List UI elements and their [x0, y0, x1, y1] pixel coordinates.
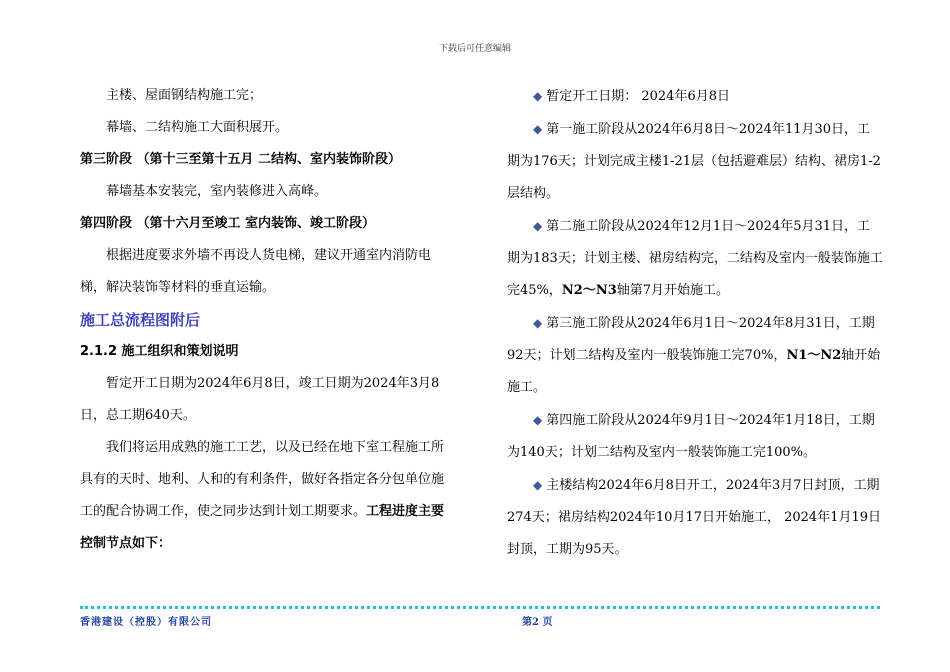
paragraph: 幕墙基本安装完，室内装修进入高峰。 [106, 184, 328, 199]
left-column [80, 80, 456, 560]
diamond-bullet-icon: ◆ [533, 89, 543, 103]
diamond-bullet-icon: ◆ [533, 316, 543, 330]
bullet-item: ◆ 暂定开工日期： 2024年6月8日 [533, 89, 730, 104]
paragraph-text: 我们将运用成熟的施工工艺，以及已经在地下室工程施工所具有的天时、地利、人和的有利条件，做好各指定各分包单位施工的配合协调工作，使之同步达到计划工期要求。 [80, 440, 445, 519]
section-heading: 第三阶段 （第十三至第十五月 二结构、室内装饰阶段） [80, 152, 402, 167]
paragraph [80, 432, 456, 560]
axis-label: N2～N3 [561, 283, 617, 298]
bullet-item: ◆ 第二施工阶段从2024年12月1日～2024年5月31日，工期为183天；计划主楼、裙房结构完，二结构及室内一般装饰施工完45%，N2～N3轴第7月开始施工。 [507, 219, 883, 298]
diamond-bullet-icon: ◆ [533, 219, 543, 233]
section-heading: 第四阶段 （第十六月至竣工 室内装饰、竣工阶段） [80, 216, 376, 231]
bullet-item: ◆ 第一施工阶段从2024年6月8日～2024年11月30日，工期为176天；计划完成主楼1-21层（包括避难层）结构、裙房1-2层结构。 [507, 122, 881, 201]
page-header-note: 下载后可任意编辑 [438, 44, 511, 54]
footer-divider [80, 606, 880, 609]
paragraph: 暂定开工日期为2024年6月8日，竣工日期为2024年3月8日，总工期640天。 [80, 376, 440, 423]
axis-label: N1～N2 [786, 348, 842, 363]
diamond-bullet-icon: ◆ [533, 413, 543, 427]
bullet-item: ◆ 主楼结构2024年6月8日开工，2024年3月7日封顶，工期274天；裙房结构2024年10月17日开始施工， 2024年1月19日封顶，工期为95天。 [507, 478, 882, 557]
section-title: 施工总流程图附后 [80, 311, 201, 329]
right-column [507, 80, 883, 566]
bullet-item: ◆ 第三施工阶段从2024年6月1日～2024年8月31日，工期92天；计划二结构及室内一般装饰施工完70%，N1～N2轴开始施工。 [507, 316, 881, 395]
footer-page-number: 第2 页 [522, 617, 553, 628]
subsection-heading: 2.1.2 施工组织和策划说明 [80, 344, 239, 359]
bullet-item: ◆ 第四施工阶段从2024年9月1日～2024年1月18日，工期为140天；计划二结构及室内一般装饰施工完100%。 [507, 413, 875, 460]
paragraph: 幕墙、二结构施工大面积展开。 [106, 120, 289, 135]
paragraph: 根据进度要求外墙不再设人货电梯，建议开通室内消防电梯，解决装饰等材料的垂直运输。 [80, 248, 432, 295]
diamond-bullet-icon: ◆ [533, 478, 543, 492]
footer-company: 香港建设（控股）有限公司 [80, 617, 212, 628]
paragraph: 主楼、屋面钢结构施工完； [106, 88, 263, 103]
bold-text: 工程进度主要控制节点如下： [80, 504, 445, 551]
diamond-bullet-icon: ◆ [533, 122, 543, 136]
